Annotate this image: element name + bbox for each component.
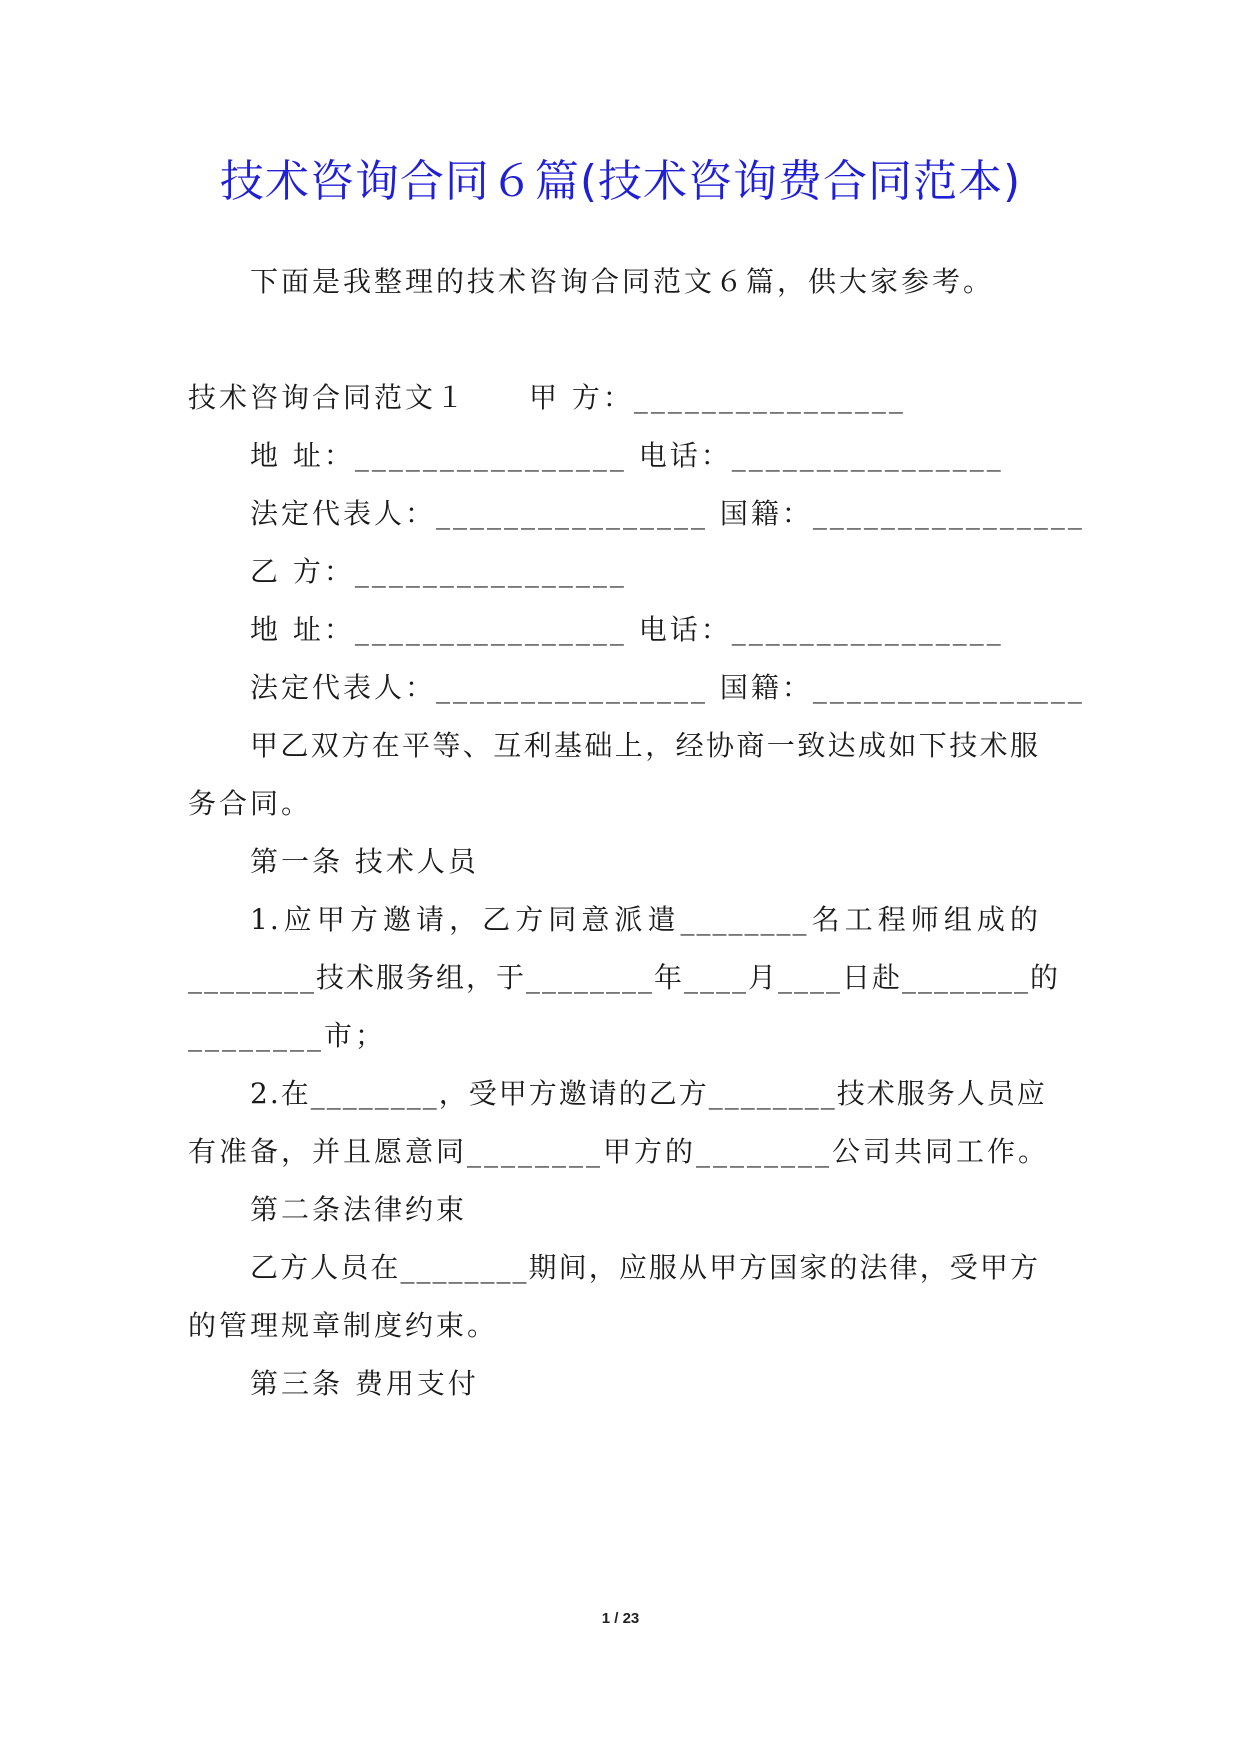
party-a-representative-line: 法定代表人：________________ 国籍：________________ [250, 497, 1085, 530]
party-b-address-line: 地 址：________________ 电话：________________ [250, 613, 1004, 646]
intro-text: 下面是我整理的技术咨询合同范文６篇，供大家参考。 [250, 265, 995, 298]
paragraph-line: 甲乙双方在平等、互利基础上，经协商一致达成如下技术服 [250, 729, 1040, 762]
paragraph-line: ________市； [188, 1019, 387, 1052]
paragraph-line: 有准备，并且愿意同________甲方的________公司共同工作。 [188, 1135, 1050, 1168]
page-number: 1 / 23 [601, 1610, 640, 1627]
page-title: 技术咨询合同６篇(技术咨询费合同范本) [219, 156, 1022, 207]
article-heading: 第一条 技术人员 [250, 845, 479, 878]
party-b-representative-line: 法定代表人：________________ 国籍：________________ [250, 671, 1085, 704]
paragraph-line: 务合同。 [188, 787, 313, 820]
paragraph-line: ________技术服务组，于________年____月____日赴________的 [188, 961, 1061, 994]
article-heading: 第二条法律约束 [250, 1193, 468, 1226]
paragraph-line: 2.在________，受甲方邀请的乙方________技术服务人员应 [250, 1077, 1047, 1110]
paragraph-line: 乙方人员在________期间，应服从甲方国家的法律，受甲方 [250, 1251, 1040, 1284]
article-heading: 第三条 费用支付 [250, 1367, 479, 1400]
paragraph-line: 的管理规章制度约束。 [188, 1309, 499, 1342]
party-a-address-line: 地 址：________________ 电话：________________ [250, 439, 1004, 472]
paragraph-line: 1.应甲方邀请，乙方同意派遣________名工程师组成的 [250, 903, 1040, 936]
party-b-line: 乙 方：________________ [250, 555, 627, 588]
section-heading-party-a: 技术咨询合同范文１ 甲 方：________________ [188, 381, 906, 414]
